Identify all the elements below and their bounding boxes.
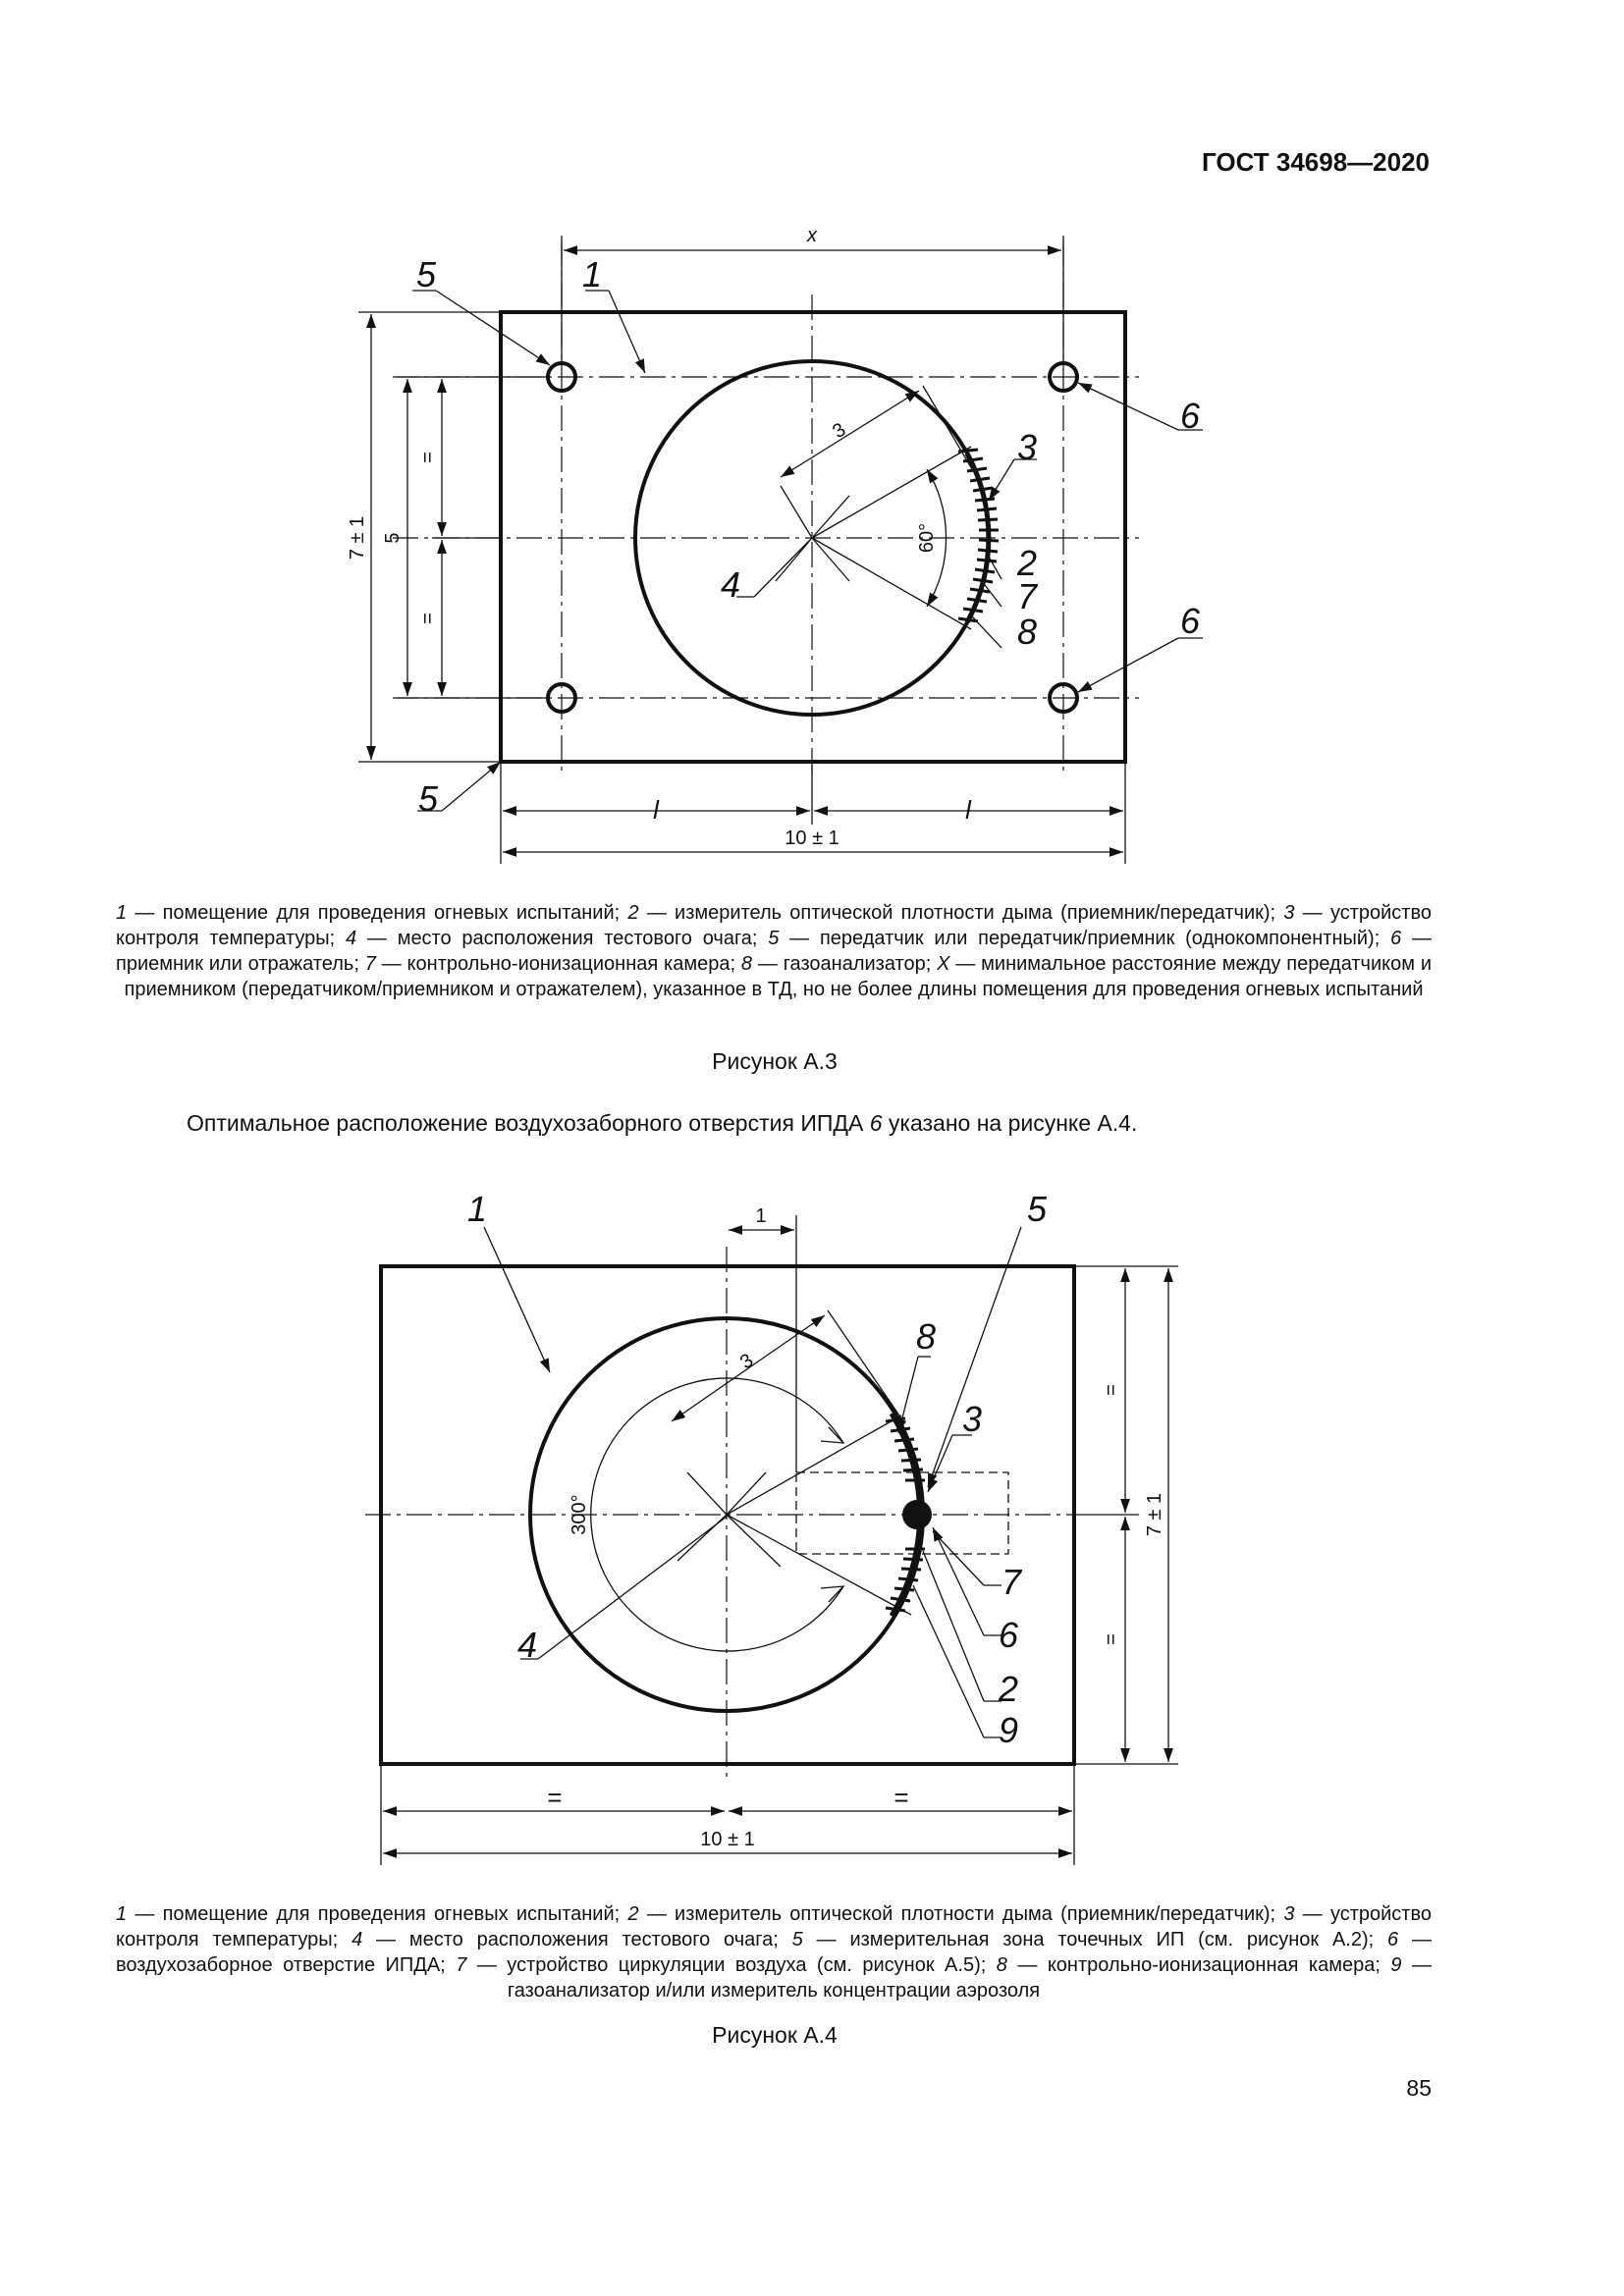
legend-item: 3 — устройство контроля температуры; [116,902,1432,949]
figure-a4-caption: Рисунок А.4 [712,2022,838,2048]
a3-label-8: 8 [1016,612,1038,652]
a4-dim-radius: 3 [735,1349,758,1374]
legend-item: 3 — устройство контроля температуры; [116,1903,1432,1950]
figure-a3-drawing [0,216,1624,883]
a4-circulation-zone [796,1472,1008,1554]
a3-center-lines [393,240,1139,775]
legend-item: X — минимальное расстояние между передатчиком и приемником (передатчиком/приемником и отражателем), указанное в ТД, но не более длины помещения для проведения огневых испытаний [124,953,1433,1000]
page-number: 85 [1406,2075,1432,2101]
a3-dim-eq1: = [417,452,439,463]
legend-item: 7 — устройство циркуляции воздуха (см. рисунок А.5); [456,1954,997,1976]
a3-dim-eq2: = [417,613,439,624]
legend-item: 8 — контрольно-ионизационная камера; [996,1954,1391,1976]
a4-label-4: 4 [516,1625,538,1665]
a4-label-7: 7 [1001,1562,1022,1602]
a4-dim-eq-top: = [1101,1384,1122,1396]
a3-dim-l-right: l [965,795,971,825]
figure-a3-caption: Рисунок А.3 [712,1048,838,1074]
figure-a4-legend [116,1901,1432,2003]
a4-label-2: 2 [998,1669,1019,1709]
legend-item: 4 — место расположения тестового очага; [345,928,769,949]
figure-a3-legend [116,900,1432,1002]
legend-item: 5 — передатчик или передатчик/приемник (однокомпонентный); [768,928,1391,949]
a3-ray-lower [812,538,971,629]
a4-dim-angle: 300° [568,1494,590,1535]
figure-a4-drawing [0,1188,1624,1875]
a4-dim-eq-right: = [893,1783,909,1812]
a4-dim-width: 10 ± 1 [700,1829,755,1850]
a3-dim-radius: 3 [829,418,850,444]
legend-item: 2 — измеритель оптической плотности дыма (приемник/передатчик); [627,902,1284,924]
legend-item: 5 — измерительная зона точечных ИП (см. рисунок А.2); [791,1929,1388,1950]
a4-air-intake-dot [902,1500,932,1529]
a3-label-1: 1 [581,254,603,294]
a3-dim-width: 10 ± 1 [785,828,839,849]
legend-item: 1 — помещение для проведения огневых испытаний; [116,1903,628,1925]
a4-label-5: 5 [1026,1189,1048,1229]
a3-label-6-top: 6 [1179,396,1201,436]
a4-dim-top: 1 [755,1205,767,1227]
a3-dim-inner: 5 [382,532,404,544]
a4-label-9: 9 [998,1710,1019,1750]
a3-label-5-top: 5 [415,254,437,294]
legend-item: 6 — приемник или отражатель; [116,928,1432,975]
legend-item: 1 — помещение для проведения огневых испытаний; [116,902,628,924]
a3-dim-x: x [807,225,817,246]
legend-item: 8 — газоанализатор; [740,953,938,975]
legend-item: 7 — контрольно-ионизационная камера; [364,953,741,975]
a4-dim-eq-left: = [547,1783,563,1812]
document-header: ГОСТ 34698—2020 [1202,147,1430,177]
a3-label-7: 7 [1016,576,1038,616]
legend-item: 6 — воздухозаборное отверстие ИПДА; [116,1929,1432,1976]
a3-dim-angle: 60° [916,522,938,554]
legend-item: 4 — место расположения тестового очага; [352,1929,792,1950]
a3-label-4: 4 [720,564,741,605]
a3-ray-upper [812,447,971,538]
a4-label-8: 8 [915,1316,937,1357]
a3-dim-height: 7 ± 1 [347,515,368,561]
a4-center-lines [365,1247,1090,1777]
a4-label-1: 1 [466,1189,488,1229]
legend-item: 9 — газоанализатор и/или измеритель концентрации аэрозоля [507,1954,1433,2002]
a3-label-3: 3 [1016,427,1038,467]
a3-label-2: 2 [1016,543,1038,583]
a4-label-6: 6 [998,1615,1019,1655]
a3-label-5-bottom: 5 [417,778,439,819]
a3-dim-l-left: l [653,795,659,825]
legend-item: 2 — измеритель оптической плотности дыма (приемник/передатчик); [627,1903,1284,1925]
body-paragraph: Оптимальное расположение воздухозаборного отверстия ИПДА 6 указано на рисунке А.4. [187,1110,1138,1136]
a4-label-3: 3 [961,1399,983,1439]
a3-radius-dimension [781,391,919,477]
a3-label-6-bottom: 6 [1179,601,1201,641]
a4-dim-height: 7 ± 1 [1144,1492,1165,1537]
a4-dim-eq-bottom: = [1101,1633,1122,1645]
